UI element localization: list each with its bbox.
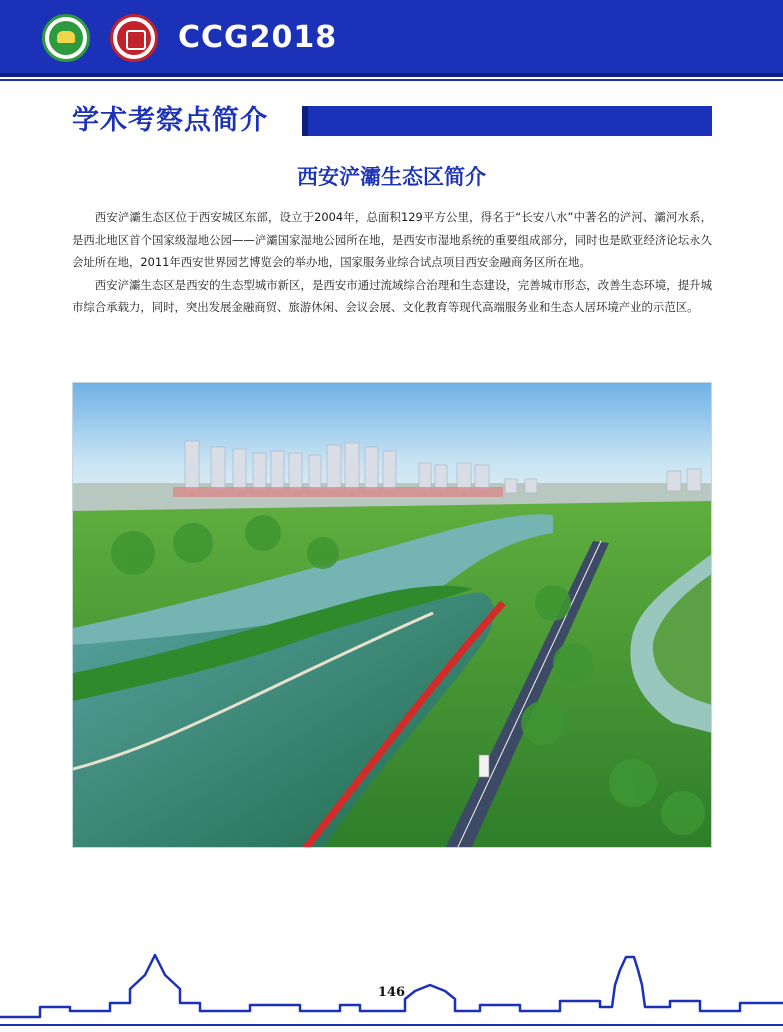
section-title: 学术考察点简介 (72, 105, 268, 136)
header-underline (0, 73, 783, 77)
brand-title: CCG2018 (178, 20, 338, 55)
header-bar (0, 0, 783, 73)
page-number: 146 (377, 985, 406, 1000)
article-paragraph: 西安浐灞生态区是西安的生态型城市新区，是西安市通过流域综合治理和生态建设，完善城市形态，改善生态环境，提升城市综合承载力，同时，突出发展金融商贸、旅游休闲、会议会展、文化教育等现代高端服务业和生态人居环境产业的示范区。 (72, 277, 712, 314)
society-emblem-logo (42, 14, 90, 62)
university-seal-logo (110, 14, 158, 62)
header-rule (0, 79, 783, 81)
article-paragraph: 西安浐灞生态区位于西安城区东部，设立于2004年，总面积129平方公里，得名于“长安八水”中著名的浐河、灞河水系，是西北地区首个国家级湿地公园——浐灞国家湿地公园所在地，是西安市湿地系统的重要组成部分，同时也是欧亚经济论坛永久会址所在地，2011年西安世界园艺博览会的举办地，国家服务业综合试点项目西安金融商务区所在地。 (72, 210, 712, 269)
section-title-bar (302, 106, 712, 136)
article-title: 西安浐灞生态区简介 (297, 165, 486, 189)
article-body (72, 206, 712, 319)
wetland-aerial-photo (72, 382, 712, 848)
